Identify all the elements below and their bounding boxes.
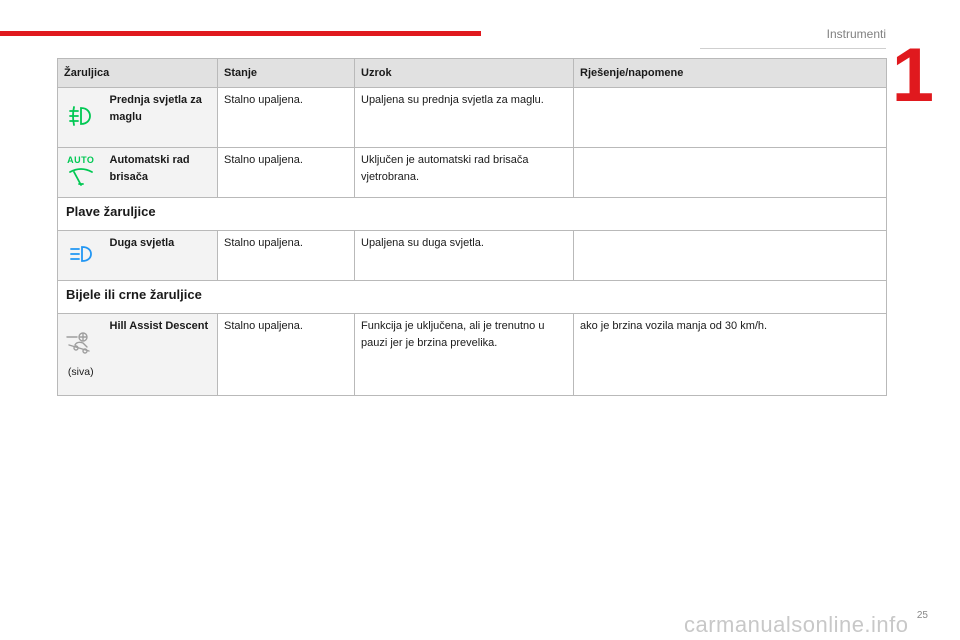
hill-descent-icon — [65, 331, 97, 357]
page-number: 25 — [916, 610, 928, 621]
table-header-row — [58, 59, 887, 88]
light-name: Hill Assist Descent — [104, 314, 218, 396]
section-row-blue — [58, 198, 887, 231]
light-solution — [574, 148, 887, 198]
icon-note: (siva) — [67, 366, 94, 378]
icon-cell — [58, 314, 104, 396]
high-beam-icon — [68, 244, 94, 264]
section-heading-white: Bijele ili crne žaruljice — [58, 281, 887, 314]
icon-cell — [58, 88, 104, 148]
light-name: Duga svjetla — [104, 231, 218, 281]
warning-lights-table — [57, 58, 887, 396]
light-solution: ako je brzina vozila manja od 30 km/h. — [574, 314, 887, 396]
watermark: carmanualsonline.info — [684, 612, 909, 637]
section-title: Instrumenti — [826, 27, 886, 41]
light-cause: Upaljena su duga svjetla. — [355, 231, 574, 281]
header-divider — [700, 48, 886, 49]
light-cause: Uključen je automatski rad brisača vjetrobrana. — [355, 148, 574, 198]
auto-wiper-icon — [67, 167, 95, 187]
table-row — [58, 88, 887, 148]
light-state: Stalno upaljena. — [218, 314, 355, 396]
icon-cell — [58, 148, 104, 198]
light-cause: Upaljena su prednja svjetla za maglu. — [355, 88, 574, 148]
column-header-state: Stanje — [218, 59, 355, 88]
section-row-white — [58, 281, 887, 314]
light-cause: Funkcija je uključena, ali je trenutno u pauzi jer je brzina prevelika. — [355, 314, 574, 396]
light-name: Prednja svjetla za maglu — [104, 88, 218, 148]
table-row — [58, 231, 887, 281]
light-state: Stalno upaljena. — [218, 231, 355, 281]
header-accent-bar — [0, 31, 481, 36]
light-solution — [574, 88, 887, 148]
chapter-number: 1 — [891, 33, 934, 118]
light-state: Stalno upaljena. — [218, 88, 355, 148]
light-name: Automatski rad brisača — [104, 148, 218, 198]
front-fog-light-icon — [68, 105, 94, 127]
icon-cell — [58, 231, 104, 281]
column-header-light: Žaruljica — [58, 59, 218, 88]
column-header-solution: Rješenje/napomene — [574, 59, 887, 88]
auto-label: AUTO — [67, 155, 95, 165]
column-header-cause: Uzrok — [355, 59, 574, 88]
table-row — [58, 148, 887, 198]
light-solution — [574, 231, 887, 281]
section-heading-blue: Plave žaruljice — [58, 198, 887, 231]
table-row — [58, 314, 887, 396]
light-state: Stalno upaljena. — [218, 148, 355, 198]
